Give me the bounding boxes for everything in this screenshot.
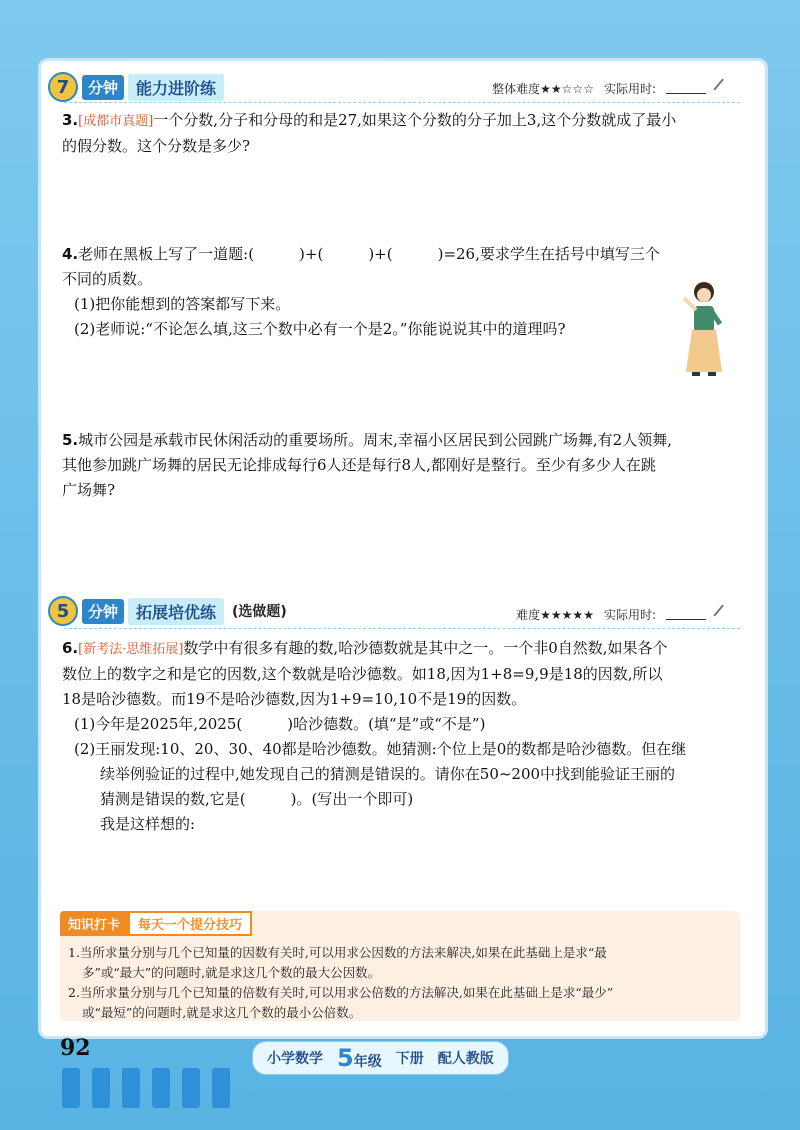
question-text: 一个分数,分子和分母的和是27,如果这个分数的分子加上3,这个分数就成了最小 [153,111,677,129]
question-number: 6. [62,639,79,657]
tip-line: 2.当所求量分别与几个已知量的倍数有关时,可以用求公倍数的方法解决,如果在此基础上是求“最少” [68,985,614,1000]
question-text: 18是哈沙德数。而19不是哈沙德数,因为1+9=10,10不是19的因数。 [62,690,527,708]
time-blank[interactable] [666,609,706,620]
section-minutes-badge: 7 [48,72,78,102]
question-5 [62,428,752,503]
footer-grade-num: 5 [337,1044,354,1072]
section-meta [492,80,732,97]
section-meta [516,606,732,623]
difficulty-rating: 整体难度★★☆☆☆ [492,82,594,96]
tips-title: 每天一个提分技巧 [128,911,252,936]
question-number: 4. [62,245,79,263]
page-paper [38,58,768,1039]
footer-volume: 下册 [395,1051,424,1067]
question-text: 数位上的数字之和是它的因数,这个数就是哈沙德数。如18,因为1+8=9,9是18的因数,所以 [62,665,663,683]
tab-decoration [152,1068,170,1108]
section-title: 能力进阶练 [128,74,224,101]
footer-grade: 年级 [353,1054,382,1070]
teacher-illustration [676,278,736,378]
pencil-icon [713,78,734,99]
question-text: 的假分数。这个分数是多少? [62,137,251,155]
question-text: 数学中有很多有趣的数,哈沙德数就是其中之一。一个非0自然数,如果各个 [183,639,668,657]
page-number: 92 [60,1035,91,1061]
question-6 [62,636,752,837]
tab-decoration [212,1068,230,1108]
tab-decoration [92,1068,110,1108]
sub-question-1: (1)今年是2025年,2025( )哈沙德数。(填“是”或“不是”) [74,715,486,733]
time-label: 实际用时: [603,608,656,622]
tab-decoration [62,1068,80,1108]
footer-subject: 小学数学 [267,1051,323,1067]
pencil-icon [713,604,734,625]
section-title: 拓展培优练 [128,598,224,625]
question-4 [62,242,752,342]
section-header-extension [48,596,287,626]
tips-tag: 知识打卡 [60,911,128,936]
tip-line: 1.当所求量分别与几个已知量的因数有关时,可以用求公因数的方法来解决,如果在此基础上是求“最 [68,945,607,960]
tip-line: 或“最短”的问题时,就是求这几个数的最小公倍数。 [82,1005,362,1020]
question-text: 城市公园是承载市民休闲活动的重要场所。周末,幸福小区居民到公园跳广场舞,有2人领舞, [78,431,672,449]
sub-question-2: (2)老师说:“不论怎么填,这三个数中必有一个是2。”你能说说其中的道理吗? [74,320,566,338]
tab-decoration [122,1068,140,1108]
section-minutes-badge: 5 [48,596,78,626]
book-footer [252,1041,509,1075]
source-tag: [新考法·思维拓展] [78,642,184,657]
footer-edition: 配人教版 [437,1051,494,1067]
bottom-tabs-decoration [62,1068,230,1108]
difficulty-rating: 难度★★★★★ [516,608,594,622]
question-text: 不同的质数。 [62,270,153,288]
section-header-advanced [48,72,224,102]
tips-box [60,911,740,1021]
reasoning-prompt: 我是这样想的: [100,815,196,833]
section-note: (选做题) [232,604,287,620]
divider [64,628,740,629]
tips-body [68,943,732,1023]
question-text: 其他参加跳广场舞的居民无论排成每行6人还是每行8人,都刚好是整行。至少有多少人在跳 [62,456,656,474]
question-number: 5. [62,431,79,449]
sub-question-2-cont: 猜测是错误的数,它是( )。(写出一个即可) [100,790,414,808]
time-label: 实际用时: [603,82,656,96]
tab-decoration [182,1068,200,1108]
sub-question-1: (1)把你能想到的答案都写下来。 [74,295,291,313]
question-3 [62,108,752,159]
divider [64,102,740,103]
tip-line: 多”或“最大”的问题时,就是求这几个数的最大公因数。 [82,965,381,980]
question-text: 广场舞? [62,481,116,499]
source-tag: [成都市真题] [78,114,154,129]
sub-question-2-cont: 续举例验证的过程中,她发现自己的猜测是错误的。请你在50~200中找到能验证王丽的 [100,765,676,783]
question-text: 老师在黑板上写了一道题:( )+( )+( )=26,要求学生在括号中填写三个 [78,245,660,263]
minutes-label: 分钟 [82,599,124,624]
sub-question-2: (2)王丽发现:10、20、30、40都是哈沙德数。她猜测:个位上是0的数都是哈沙德数。但在继 [74,740,687,758]
time-blank[interactable] [666,83,706,94]
tips-header [60,911,252,936]
question-number: 3. [62,111,79,129]
minutes-label: 分钟 [82,75,124,100]
